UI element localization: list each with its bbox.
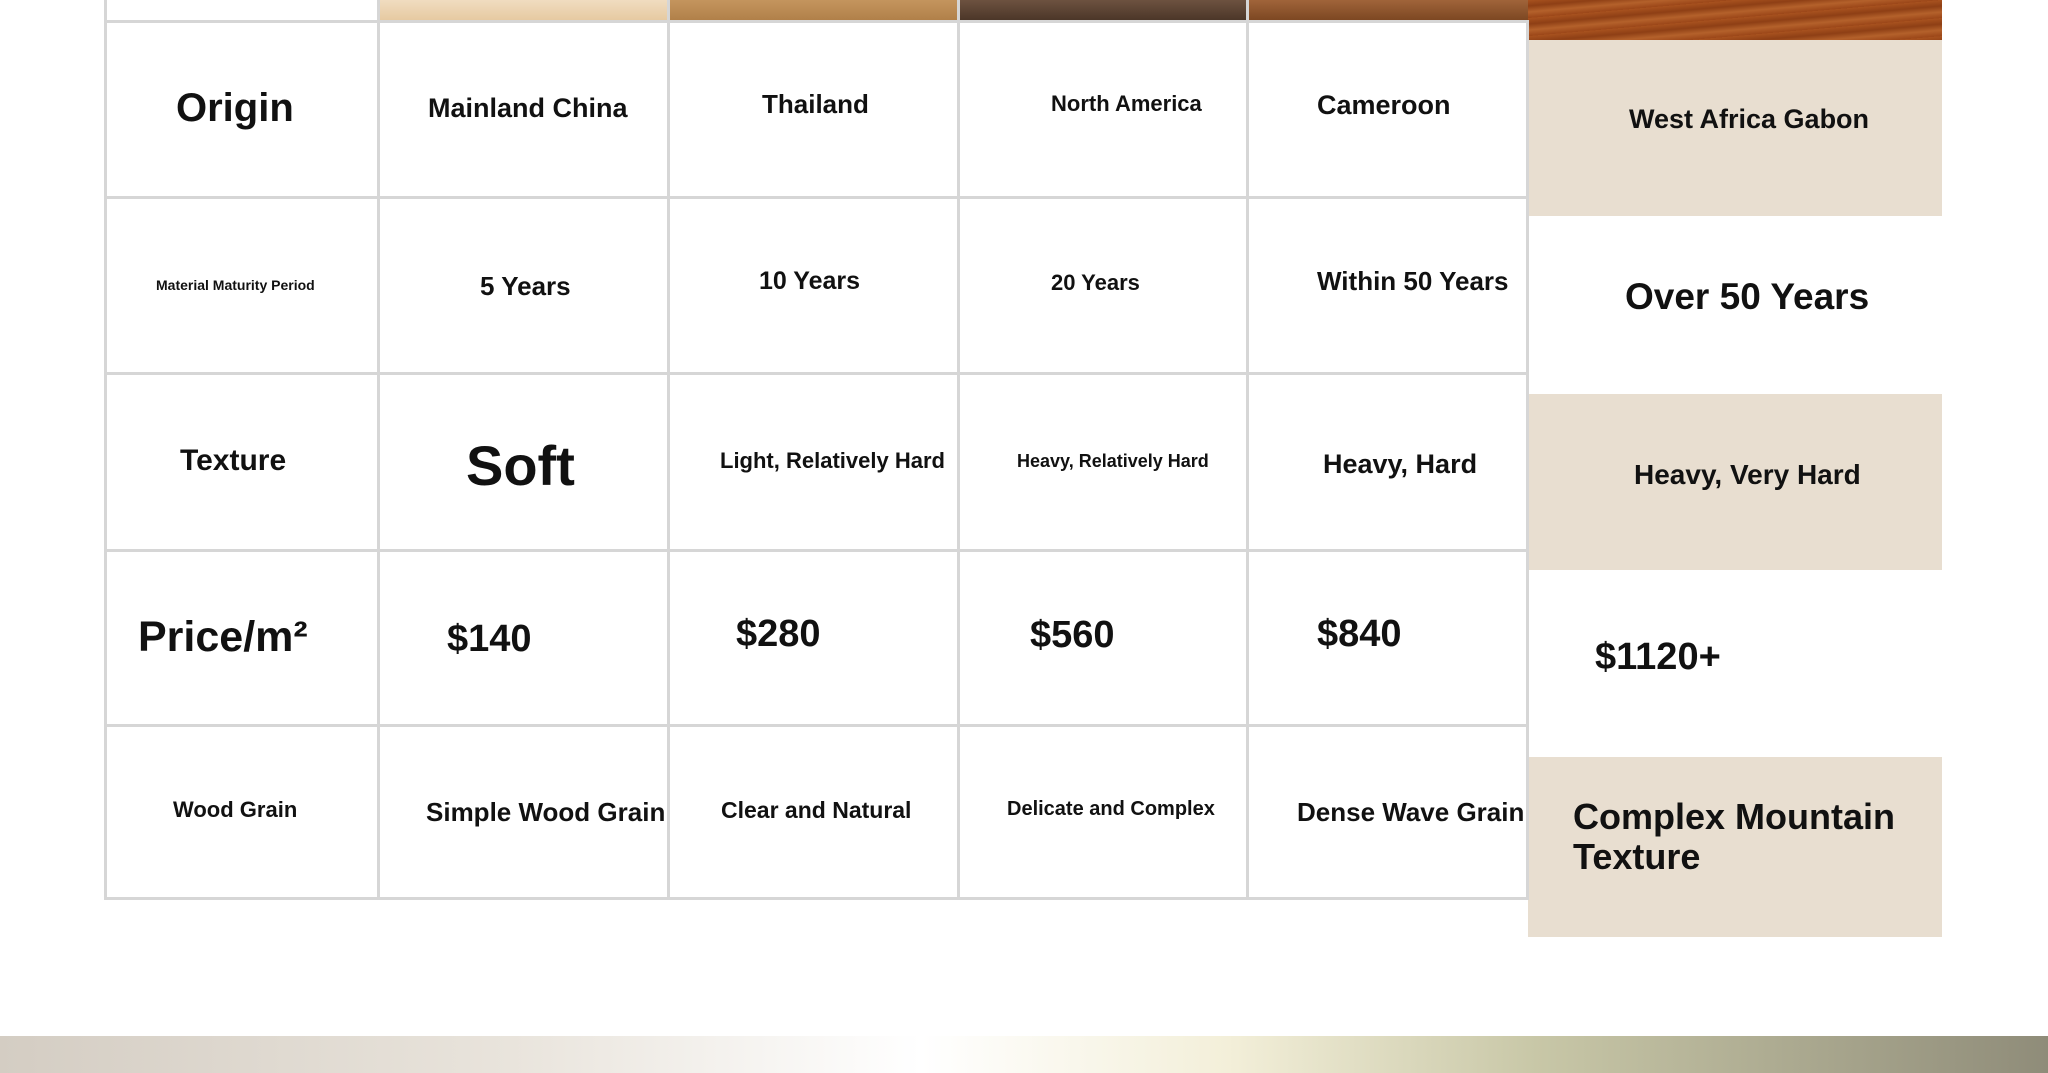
cell-grain-2: Clear and Natural (721, 797, 912, 823)
cell-maturity-2: 10 Years (759, 267, 861, 295)
grid-line (104, 549, 1528, 552)
cell-texture-4: Heavy, Hard (1323, 449, 1478, 479)
cell-price-5: $1120+ (1595, 636, 1721, 678)
grid-line (377, 0, 380, 900)
grid-line (1246, 0, 1249, 900)
grid-line (1526, 20, 1529, 900)
cell-grain-1: Simple Wood Grain (426, 797, 666, 827)
cell-maturity-1: 5 Years (480, 271, 571, 301)
cell-maturity-3: 20 Years (1051, 270, 1140, 295)
cell-origin-2: Thailand (762, 89, 869, 119)
wood-swatch-4 (1249, 0, 1528, 21)
row-label-price: Price/m² (138, 613, 308, 661)
bottom-image-strip (0, 1036, 2048, 1073)
cell-price-3: $560 (1030, 614, 1115, 656)
cell-texture-2: Light, Relatively Hard (720, 448, 945, 473)
cell-price-2: $280 (736, 613, 821, 655)
wood-swatch-2 (670, 0, 958, 21)
cell-grain-4: Dense Wave Grain (1297, 797, 1525, 827)
grid-line (104, 20, 1528, 23)
grid-line (104, 372, 1528, 375)
cell-texture-1: Soft (466, 434, 575, 497)
cell-maturity-4: Within 50 Years (1317, 266, 1509, 296)
cell-texture-3: Heavy, Relatively Hard (1017, 451, 1209, 471)
row-label-texture: Texture (180, 444, 287, 477)
cell-origin-5: West Africa Gabon (1629, 104, 1870, 134)
grid-line (667, 0, 670, 900)
grid-line (957, 0, 960, 900)
wood-swatch-5 (1528, 0, 1942, 40)
wood-swatch-3 (960, 0, 1246, 21)
cell-grain-5: Complex Mountain Texture (1573, 796, 1895, 877)
grid-line (104, 196, 1528, 199)
cell-origin-4: Cameroon (1317, 90, 1451, 120)
cell-origin-3: North America (1051, 91, 1202, 116)
row-label-maturity: Material Maturity Period (156, 277, 315, 293)
cell-origin-1: Mainland China (428, 93, 628, 123)
cell-price-1: $140 (447, 618, 532, 660)
grid-line (104, 0, 107, 900)
grid-line (104, 897, 1528, 900)
grid-line (104, 724, 1528, 727)
cell-grain-3: Delicate and Complex (1007, 798, 1215, 820)
cell-maturity-5: Over 50 Years (1625, 276, 1870, 317)
cell-price-4: $840 (1317, 613, 1402, 655)
row-label-origin: Origin (176, 86, 294, 130)
cell-texture-5: Heavy, Very Hard (1634, 459, 1861, 490)
wood-swatch-1 (380, 0, 668, 21)
row-label-wood-grain: Wood Grain (173, 797, 298, 822)
